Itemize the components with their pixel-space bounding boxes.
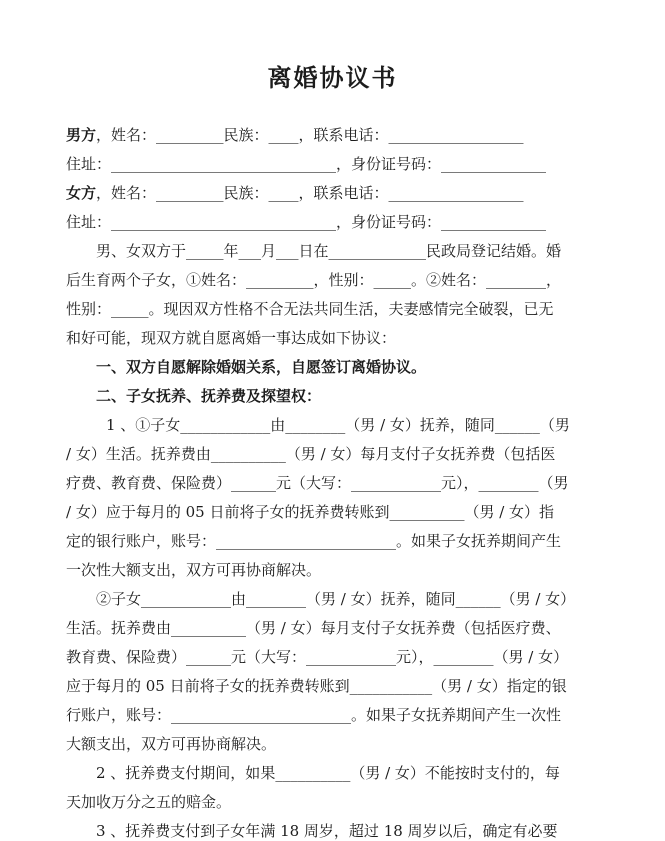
female-address-line: 住址：______________________________，身份证号码：______________ (66, 213, 547, 231)
page-title: 离婚协议书 (267, 64, 398, 92)
paragraph-line: 应于每月的 05 日前将子女的抚养费转账到___________（男 / 女）指定的银 (66, 677, 567, 695)
male-fields: ，姓名：_________民族：____，联系电话：__________________ (96, 126, 524, 144)
section-heading-2: 二、子女抚养、抚养费及探望权： (96, 387, 322, 405)
party-male-line (66, 125, 524, 145)
paragraph-line: 生活。抚养费由__________（男 / 女）每月支付子女抚养费（包括医疗费、 (66, 619, 561, 637)
paragraph-line: 定的银行账户，账号：________________________。如果子女抚养期间产生 (66, 532, 562, 550)
paragraph-line: 教育费、保险费）______元（大写：____________元），________（男 / 女） (66, 648, 569, 666)
paragraph-line: 2 、抚养费支付期间，如果__________（男 / 女）不能按时支付的，每 (96, 764, 560, 782)
male-label: 男方 (66, 126, 97, 144)
paragraph-line: 疗费、教育费、保险费）______元（大写：____________元），________（男 (66, 474, 569, 492)
female-label: 女方 (66, 184, 97, 202)
paragraph-line: 大额支出，双方可再协商解决。 (66, 735, 277, 753)
paragraph-line: ②子女____________由________（男 / 女）抚养，随同______（男 / 女） (96, 590, 576, 608)
paragraph-line: 行账户，账号：________________________。如果子女抚养期间产生一次性 (66, 706, 562, 724)
party-female-line (66, 183, 524, 203)
paragraph-line: / 女）生活。抚养费由__________（男 / 女）每月支付子女抚养费（包括医 (66, 445, 556, 463)
male-address-line: 住址：______________________________，身份证号码：______________ (66, 155, 547, 173)
paragraph-line: 男、女双方于_____年___月___日在_____________民政局登记结婚。婚 (96, 242, 562, 260)
paragraph-line: 和好可能，现双方就自愿离婚一事达成如下协议： (66, 329, 397, 347)
paragraph-line: 1 、①子女____________由________（男 / 女）抚养，随同______（男 (106, 416, 570, 434)
section-heading-1: 一、双方自愿解除婚姻关系，自愿签订离婚协议。 (96, 358, 427, 376)
paragraph-line: 天加收万分之五的赔金。 (66, 793, 232, 811)
paragraph-line: 一次性大额支出，双方可再协商解决。 (66, 561, 322, 579)
female-fields: ，姓名：_________民族：____，联系电话：__________________ (96, 184, 524, 202)
paragraph-line: / 女）应于每月的 05 日前将子女的抚养费转账到__________（男 / 女）指 (66, 503, 555, 521)
paragraph-line: 后生育两个子女，①姓名：_________，性别：_____。②姓名：________， (66, 271, 562, 289)
paragraph-line: 3 、抚养费支付到子女年满 18 周岁，超过 18 周岁以后，确定有必要 (96, 822, 558, 840)
paragraph-line: 性别：_____。现因双方性格不合无法共同生活，夫妻感情完全破裂，已无 (66, 300, 554, 318)
